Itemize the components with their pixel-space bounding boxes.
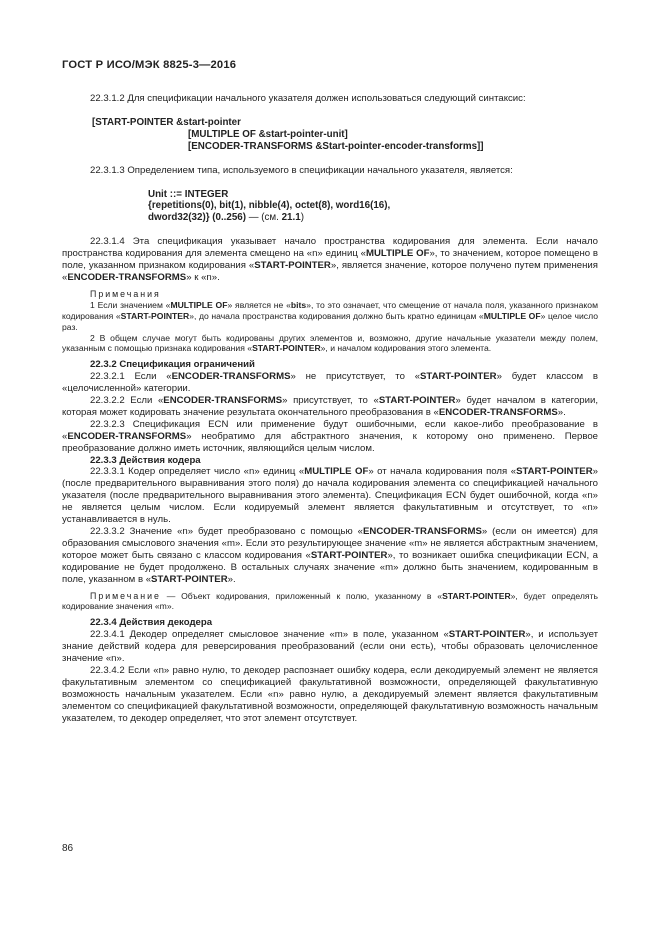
paragraph-22-3-4-2: 22.3.4.2 Если «n» равно нулю, то декодер распознает ошибку кодера, если декодируемый элемент не является факультативным элементом со спецификацией факультативной возможности, определяющей факультативную возможность начальным указателем. Если «n» равно нулю, а декодируемый элемент является факультативным элементом со спецификацией факультативной возможности, определяющей факультативную возможность начальным указателем, то декодер определяет, что этот элемент отсутствует. [62,664,598,724]
keyword: MULTIPLE OF [483,310,541,321]
syntax-line-part: ) [300,212,304,224]
keyword: MULTIPLE OF [170,299,228,310]
note-label-text: Примечание [90,590,161,601]
text-run: 22.3.3.2 Значение «n» будет преобразовано с помощью « [90,526,363,537]
keyword: START-POINTER [420,371,497,383]
syntax-line: [START-POINTER &start-pointer [92,116,241,128]
text-run: ». [227,573,236,585]
text-run: », то возникает ошибка спецификации ECN, а кодирование не будет продолжено. В остальных случаях значение «m» должно быть значением, кодированным в поле, указанном в « [62,549,598,585]
text-run: », и началом кодирования этого элемента. [320,343,492,354]
page-number: 86 [62,843,74,854]
section-heading-22-3-4: 22.3.4 Действия декодера [90,617,213,629]
keyword: START-POINTER [310,549,388,561]
text-run: ». [557,406,566,418]
paragraph-22-3-1-2: 22.3.1.2 Для спецификации начального указателя должен использоваться следующий синтаксис: [90,93,526,104]
paragraph-22-3-1-4 [62,236,598,284]
notes-label [62,289,598,300]
keyword: bits [290,299,307,310]
text-run: », до начала пространства кодирования должно быть кратно единицам « [189,310,484,321]
paragraph-22-3-3-1 [62,466,598,526]
text-run: » будет началом в категории, которая может кодировать значение результата окончательного преобразования в « [62,395,598,418]
syntax-line: Unit ::= INTEGER [148,188,229,200]
text-run: 22.3.2.3 Спецификация ECN или применение будут ошибочными, если какое-либо преобразование в « [62,418,598,442]
document-body [62,93,598,725]
paragraph-22-3-4-1 [62,629,598,665]
syntax-line: {repetitions(0), bit(1), nibble(4), octet(8), word16(16), [148,200,391,212]
syntax-line: [ENCODER-TRANSFORMS &Start-pointer-encoder-transforms]] [188,140,484,152]
syntax-line [148,212,598,224]
syntax-block-start-pointer [62,117,598,153]
text-run: » является не « [227,299,291,310]
keyword: START-POINTER [151,573,228,585]
keyword: MULTIPLE OF [304,466,369,478]
paragraph-22-3-2-3 [62,419,598,455]
keyword: START-POINTER [442,590,511,601]
text-run: » не присутствует, то « [290,371,421,383]
text-run: » (если он имеется) для образования смыслового значения «m». Если это результирующее значение «m» не является абстрактным значением, которое может быть связано с классом кодирования « [62,526,598,561]
text-run: » целое число раз. [62,310,598,332]
document-header: ГОСТ Р ИСО/МЭК 8825-3—2016 [62,59,237,71]
keyword: START-POINTER [516,466,593,478]
keyword: START-POINTER [254,260,331,272]
text-run: » будет классом в «целочисленной» категории. [62,371,598,395]
text-run: », то значением, которое помещено в поле, указанном признаком кодирования « [62,248,599,272]
notes-label-text: Примечания [90,288,161,299]
paragraph-22-3-2-2 [62,395,598,419]
keyword: START-POINTER [448,629,526,641]
text-run: » необратимо для абстрактного значения, к которому оно применено. Первое преобразование должно иметь источник, являющийся целым числом. [62,430,598,454]
text-run: » присутствует, то « [282,395,379,407]
text-run: 22.3.1.4 Эта спецификация указывает начало пространства кодирования для элемента. Если начало пространства кодирования для элемента смещено на «n» единиц « [62,236,598,260]
paragraph-22-3-3-2 [62,526,598,586]
section-heading-22-3-2: 22.3.2 Спецификация ограничений [90,359,255,371]
text-run: », то это означает, что смещение от начала поля, указанного признаком кодирования « [62,299,598,321]
note-1 [62,300,598,333]
text-run: 22.3.4.1 Декодер определяет смысловое значение «m» в поле, указанном « [90,629,449,641]
note-encoding-object [62,591,598,613]
keyword: ENCODER-TRANSFORMS [171,371,291,383]
note-2 [62,333,598,355]
text-run: », и использует знание действий кодера для реверсирования преобразований (если они есть), чтобы образовать целочисленное значение «n». [62,629,599,665]
keyword: ENCODER-TRANSFORMS [438,406,558,418]
text-run: — Объект кодирования, приложенный к полю, указанному в « [160,590,443,601]
text-run: 2 В общем случае могут быть кодированы других элементов и, возможно, другие начальные указатели между полем, указанным с помощью признака кодирования « [62,332,598,354]
keyword: START-POINTER [120,310,190,321]
keyword: ENCODER-TRANSFORMS [67,271,187,283]
text-run: » от начала кодирования поля « [368,466,517,478]
text-run: 22.3.2.1 Если « [90,371,172,383]
text-run: », является значение, которое получено путем применения « [62,260,598,283]
keyword: ENCODER-TRANSFORMS [363,526,482,537]
section-heading-22-3-3: 22.3.3 Действия кодера [90,454,201,466]
keyword: START-POINTER [378,395,456,407]
syntax-ref: 21.1 [281,212,301,224]
syntax-line-part: dword32(32)} (0..256) [148,212,247,224]
text-run: 22.3.3.1 Кодер определяет число «n» единиц « [90,466,305,478]
syntax-line: [MULTIPLE OF &start-pointer-unit] [188,128,348,140]
keyword: MULTIPLE OF [366,248,430,260]
text-run: », будет определять кодирование значения «m». [62,590,598,612]
syntax-block-unit [62,189,598,225]
text-run: 1 Если значением « [90,299,171,310]
text-run: 22.3.2.2 Если « [90,395,164,407]
paragraph-22-3-1-3: 22.3.1.3 Определением типа, используемого в спецификации начального указателя, является: [90,164,513,176]
text-run: » к «n». [186,271,220,283]
keyword: START-POINTER [252,343,321,354]
paragraph-22-3-2-1 [62,371,598,395]
text-run: » (после предварительного выравнивания этого поля) до начала кодирования элемента со спецификацией начального указателя (после предварительного выравнивания этого элемента). Спецификация ECN будет ошибочной, когда «n» не является целым числом. Если кодируемый элемент является факультативным и отсутствует, то «n» устанавливается в нуль. [62,466,598,526]
syntax-line-part: — (см. [246,212,282,224]
keyword: ENCODER-TRANSFORMS [67,430,187,442]
keyword: ENCODER-TRANSFORMS [163,395,283,407]
